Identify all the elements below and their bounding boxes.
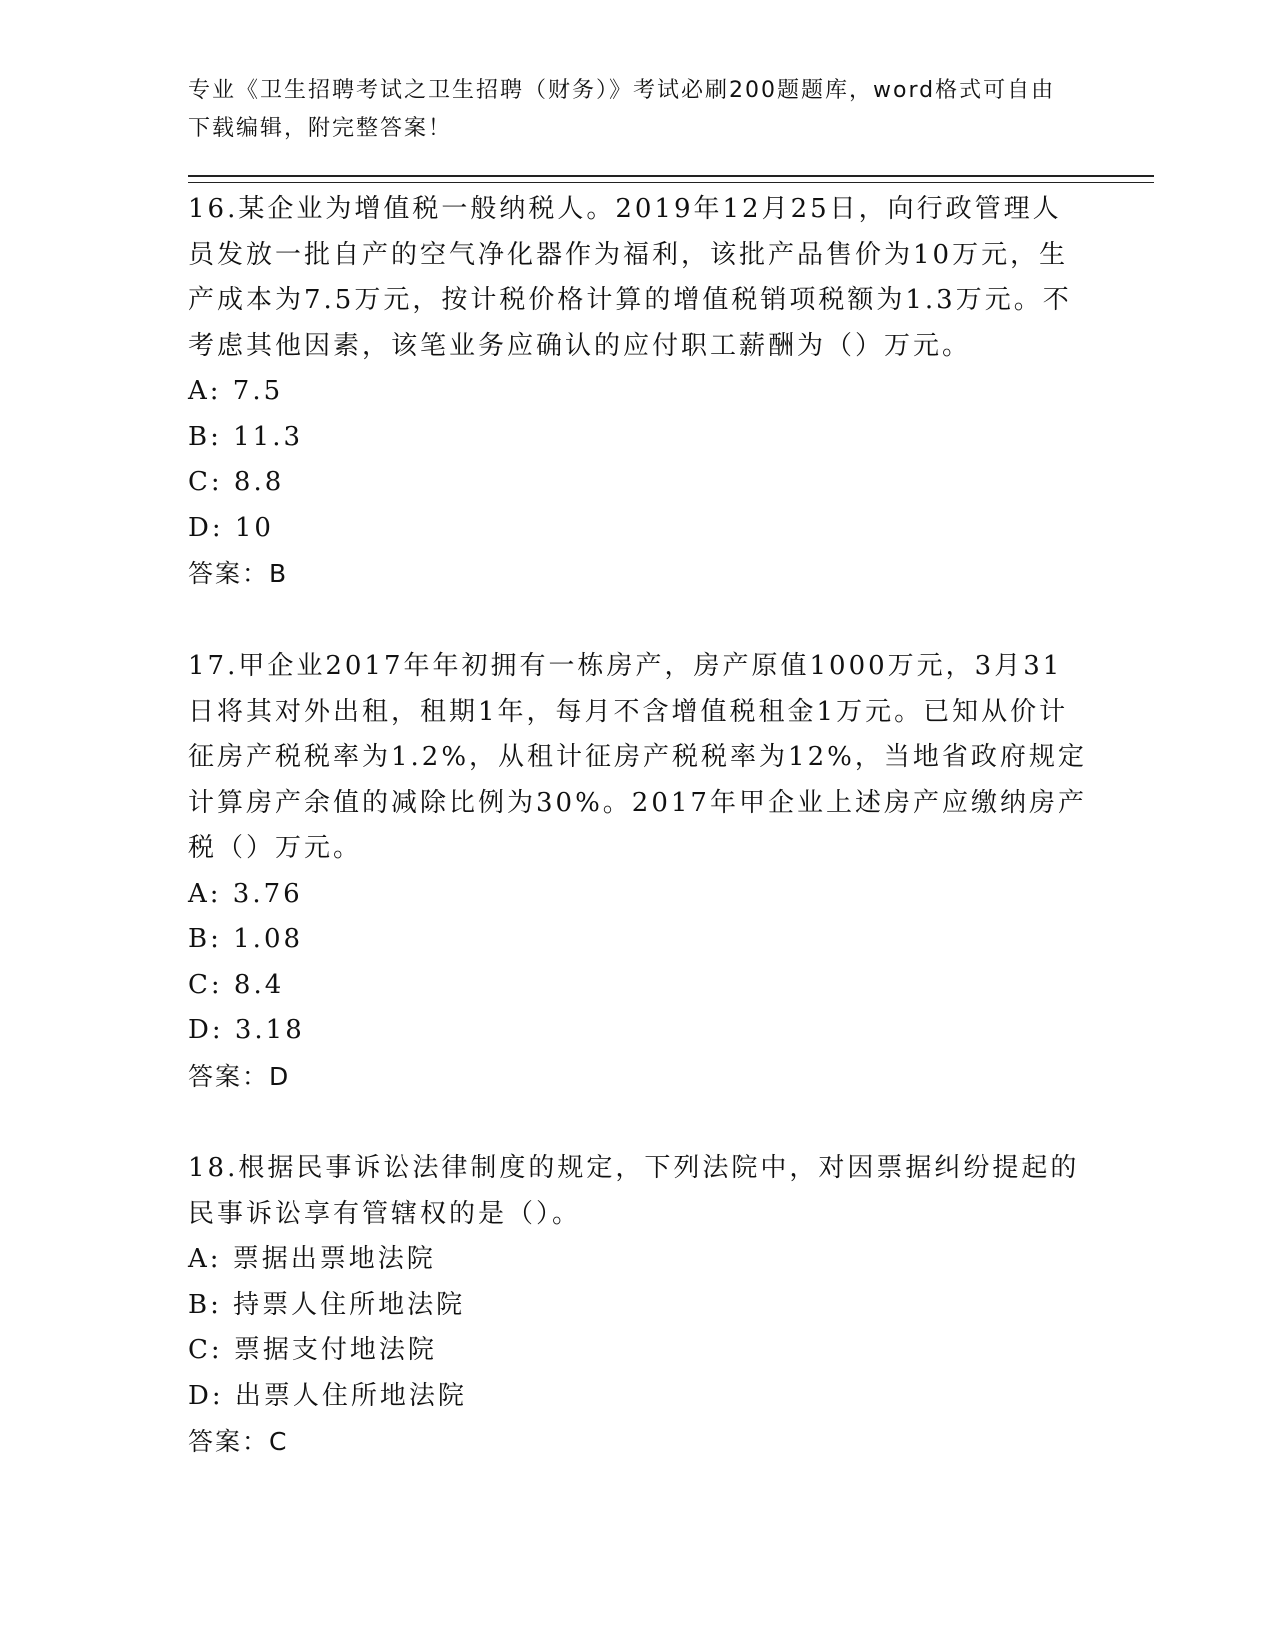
option-c: C: 票据支付地法院 [188, 1335, 437, 1365]
question-text: 16.某企业为增值税一般纳税人。2019年12月25日，向行政管理人员发放一批自产的空气净化器作为福利，该批产品售价为10万元，生产成本为7.5万元，按计税价格计算的增值税销项税额为1.3万元。不考虑其他因素，该笔业务应确认的应付职工薪酬为（）万元。 [188, 194, 1072, 361]
option-c: C: 8.8 [188, 467, 285, 497]
option-d: D: 10 [188, 512, 274, 543]
option-c: C: 8.4 [188, 969, 285, 1000]
question-18 [188, 1146, 1088, 1465]
answer: 答案：C [188, 1427, 289, 1456]
option-a: A: 3.76 [188, 878, 303, 909]
question-text: 17.甲企业2017年年初拥有一栋房产，房产原值1000万元，3月31日将其对外出租，租期1年，每月不含增值税租金1万元。已知从价计征房产税税率为1.2%，从租计征房产税税率为12%，当地省政府规定计算房产余值的减除比例为30%。2017年甲企业上述房产应缴纳房产税（）万元。 [188, 651, 1087, 863]
question-16 [188, 187, 1088, 597]
question-text: 18.根据民事诉讼法律制度的规定，下列法院中，对因票据纠纷提起的民事诉讼享有管辖权的是（）。 [188, 1153, 1080, 1229]
question-17 [188, 644, 1088, 1099]
option-b: B: 1.08 [188, 924, 304, 954]
header-divider-thick [188, 175, 1154, 177]
option-b: B: 11.3 [188, 421, 304, 452]
option-d: D: 出票人住所地法院 [188, 1380, 467, 1411]
option-a: A: 票据出票地法院 [188, 1244, 436, 1274]
option-b: B: 持票人住所地法院 [188, 1289, 466, 1320]
option-a: A: 7.5 [188, 376, 284, 406]
header-divider-thin [188, 182, 1154, 183]
answer: 答案：B [188, 559, 289, 588]
answer: 答案：D [188, 1061, 291, 1091]
option-d: D: 3.18 [188, 1015, 305, 1045]
document-header: 专业《卫生招聘考试之卫生招聘（财务）》考试必刷200题题库，word格式可自由下载编辑，附完整答案！ [188, 78, 1056, 141]
